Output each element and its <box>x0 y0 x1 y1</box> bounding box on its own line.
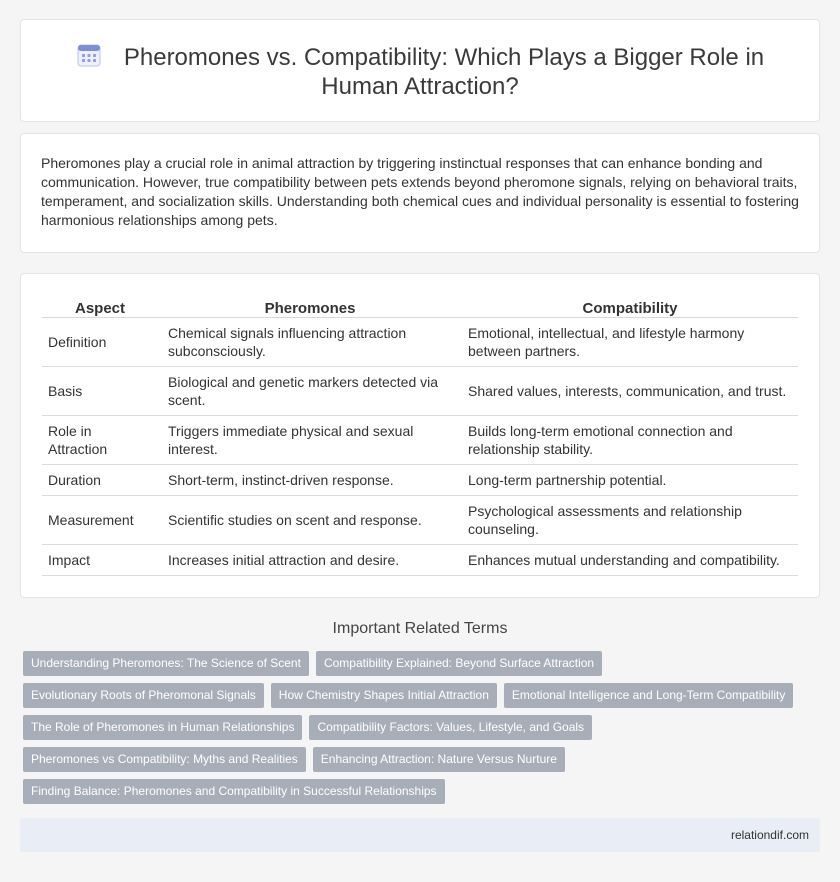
cell-compatibility: Shared values, interests, communication, and trust. <box>468 382 787 399</box>
related-term-tag[interactable]: Understanding Pheromones: The Science of Scent <box>23 651 309 676</box>
related-term-tag[interactable]: Finding Balance: Pheromones and Compatibility in Successful Relationships <box>23 779 445 804</box>
footer <box>20 818 820 852</box>
table-row <box>42 366 798 415</box>
cell-aspect: Measurement <box>48 511 134 528</box>
header-card <box>20 19 820 122</box>
related-term-tag[interactable]: Compatibility Explained: Beyond Surface Attraction <box>316 651 602 676</box>
cell-compatibility: Enhances mutual understanding and compatibility. <box>468 551 780 568</box>
related-term-tag[interactable]: Evolutionary Roots of Pheromonal Signals <box>23 683 264 708</box>
intro-card <box>20 133 820 253</box>
cell-pheromones: Triggers immediate physical and sexual interest. <box>168 422 414 457</box>
cell-pheromones: Short-term, instinct-driven response. <box>168 471 394 488</box>
table-header-row <box>42 296 798 317</box>
cell-compatibility: Builds long-term emotional connection and relationship stability. <box>468 422 733 457</box>
cell-compatibility: Psychological assessments and relationship counseling. <box>468 502 742 537</box>
title-line-2: Human Attraction? <box>321 73 519 100</box>
title-line-1: Pheromones vs. Compatibility: Which Plays a Bigger Role in <box>123 44 765 71</box>
table-row <box>42 544 798 575</box>
table-row <box>42 415 798 464</box>
cell-aspect: Definition <box>48 333 107 350</box>
cell-aspect: Role in Attraction <box>48 422 108 457</box>
intro-paragraph: Pheromones play a crucial role in animal attraction by triggering instinctual responses that can enhance bonding and communication. However, true compatibility between pets extends beyond pheromone signals, relying on behavioral traits, temperament, and socialization skills. Understanding both chemical cues and individual personality is essential to fostering harmonious relationships among pets. <box>41 155 799 228</box>
related-terms-list <box>23 651 803 811</box>
header-compatibility: Compatibility <box>582 299 678 317</box>
cell-compatibility: Long-term partnership potential. <box>468 471 667 488</box>
cell-aspect: Basis <box>48 382 83 399</box>
tag-row <box>23 651 803 676</box>
cell-pheromones: Chemical signals influencing attraction subconsciously. <box>168 324 407 359</box>
cell-aspect: Impact <box>48 551 91 568</box>
cell-compatibility: Emotional, intellectual, and lifestyle harmony between partners. <box>468 324 745 359</box>
table-row <box>42 464 798 495</box>
calendar-icon <box>76 42 102 68</box>
table-row <box>42 317 798 366</box>
related-term-tag[interactable]: The Role of Pheromones in Human Relationships <box>23 715 302 740</box>
cell-pheromones: Biological and genetic markers detected via scent. <box>168 373 439 408</box>
cell-pheromones: Increases initial attraction and desire. <box>168 551 400 568</box>
cell-pheromones: Scientific studies on scent and response. <box>168 511 422 528</box>
table-row <box>42 495 798 544</box>
site-name[interactable]: relationdif.com <box>730 828 809 842</box>
header-pheromones: Pheromones <box>264 299 356 317</box>
tag-row <box>23 747 803 772</box>
related-term-tag[interactable]: Emotional Intelligence and Long-Term Compatibility <box>504 683 793 708</box>
related-terms-title: Important Related Terms <box>332 620 508 637</box>
header-aspect: Aspect <box>74 299 126 317</box>
tag-row <box>23 715 803 740</box>
page-title <box>21 42 819 101</box>
related-term-tag[interactable]: Enhancing Attraction: Nature Versus Nurture <box>313 747 565 772</box>
related-term-tag[interactable]: Compatibility Factors: Values, Lifestyle, and Goals <box>309 715 592 740</box>
related-term-tag[interactable]: How Chemistry Shapes Initial Attraction <box>271 683 497 708</box>
cell-aspect: Duration <box>48 471 101 488</box>
comparison-table <box>42 296 798 576</box>
tag-row <box>23 683 803 708</box>
tag-row <box>23 779 803 804</box>
comparison-table-card <box>20 273 820 598</box>
related-term-tag[interactable]: Pheromones vs Compatibility: Myths and Realities <box>23 747 306 772</box>
